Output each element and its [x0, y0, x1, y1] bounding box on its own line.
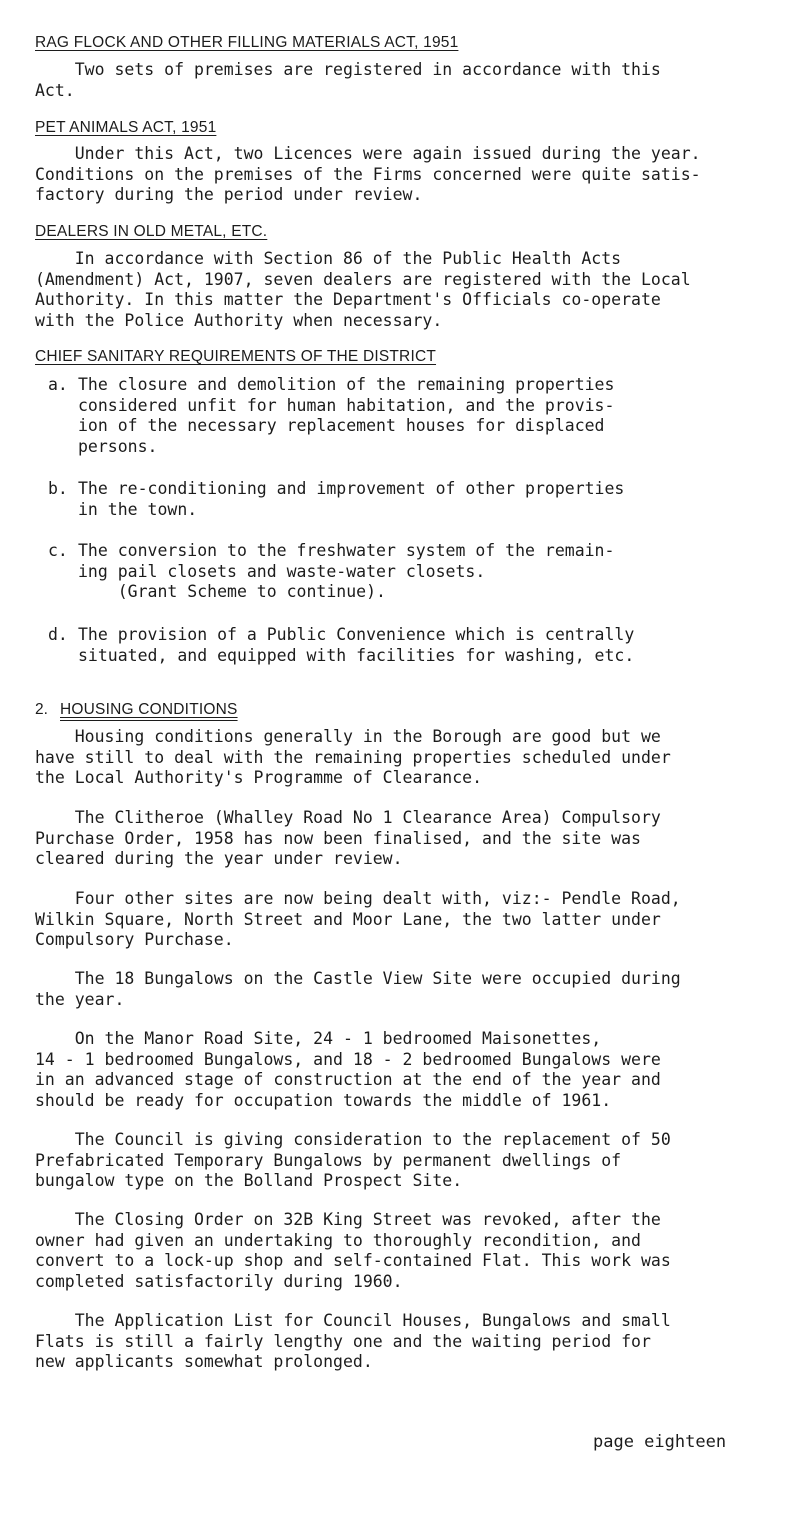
heading-chief-sanitary-requirements: CHIEF SANITARY REQUIREMENTS OF THE DISTRICT: [35, 348, 437, 365]
list-item-text: The closure and demolition of the remaining properties considered unfit for human habitation, and the provis- ion of the necessary replacement houses for displaced persons.: [78, 375, 615, 456]
list-item-letter: c.: [48, 541, 68, 560]
paragraph-housing: The Clitheroe (Whalley Road No 1 Clearance Area) Compulsory Purchase Order, 1958 has now been finalised, and the site was cleared during the year under review.: [35, 808, 661, 868]
list-item-text: The conversion to the freshwater system of the remain- ing pail closets and waste-water closets. (Grant Scheme to continue).: [78, 541, 615, 601]
paragraph-dealers: In accordance with Section 86 of the Public Health Acts (Amendment) Act, 1907, seven dealers are registered with the Local Authority. In this matter the Department's Officials co-operate with the Police Authority when necessary.: [35, 249, 691, 330]
list-item-letter: a.: [48, 375, 68, 394]
heading-housing-conditions: HOUSING CONDITIONS: [60, 701, 238, 718]
list-item-letter: b.: [48, 479, 68, 498]
page-number-label: page eighteen: [593, 1432, 727, 1452]
paragraph-pet-animals: Under this Act, two Licences were again issued during the year. Conditions on the premises of the Firms concerned were quite satis- factory during the period under review.: [35, 144, 701, 204]
heading-pet-animals-act: PET ANIMALS ACT, 1951: [35, 119, 217, 136]
paragraph-housing: The Closing Order on 32B King Street was revoked, after the owner had given an undertaking to thoroughly recondition, and convert to a lock-up shop and self-contained Flat. This work was completed satisfactorily during 1960.: [35, 1210, 671, 1291]
heading-rag-flock-act: RAG FLOCK AND OTHER FILLING MATERIALS ACT, 1951: [35, 34, 459, 51]
paragraph-rag-flock: Two sets of premises are registered in accordance with this Act.: [35, 60, 661, 100]
paragraph-housing: The Council is giving consideration to the replacement of 50 Prefabricated Temporary Bungalows by permanent dwellings of bungalow type on the Bolland Prospect Site.: [35, 1130, 671, 1190]
section-number: 2.: [35, 701, 48, 718]
heading-dealers-old-metal: DEALERS IN OLD METAL, ETC.: [35, 223, 268, 240]
list-item-letter: d.: [48, 625, 68, 644]
paragraph-housing: The Application List for Council Houses, Bungalows and small Flats is still a fairly lengthy one and the waiting period for new applicants somewhat prolonged.: [35, 1311, 671, 1371]
paragraph-housing: The 18 Bungalows on the Castle View Site were occupied during the year.: [35, 969, 681, 1009]
paragraph-housing: Four other sites are now being dealt with, viz:- Pendle Road, Wilkin Square, North Street and Moor Lane, the two latter under Compulsory Purchase.: [35, 889, 681, 949]
list-item-text: The provision of a Public Convenience which is centrally situated, and equipped with facilities for washing, etc.: [78, 625, 635, 665]
paragraph-housing: Housing conditions generally in the Borough are good but we have still to deal with the remaining properties scheduled under the Local Authority's Programme of Clearance.: [35, 727, 671, 787]
paragraph-housing: On the Manor Road Site, 24 - 1 bedroomed Maisonettes, 14 - 1 bedroomed Bungalows, and 18 - 2 bedroomed Bungalows were in an advanced stage of construction at the end of the year and should be ready for occupation towards the middle of 1961.: [35, 1029, 661, 1110]
list-item-text: The re-conditioning and improvement of other properties in the town.: [78, 479, 625, 519]
